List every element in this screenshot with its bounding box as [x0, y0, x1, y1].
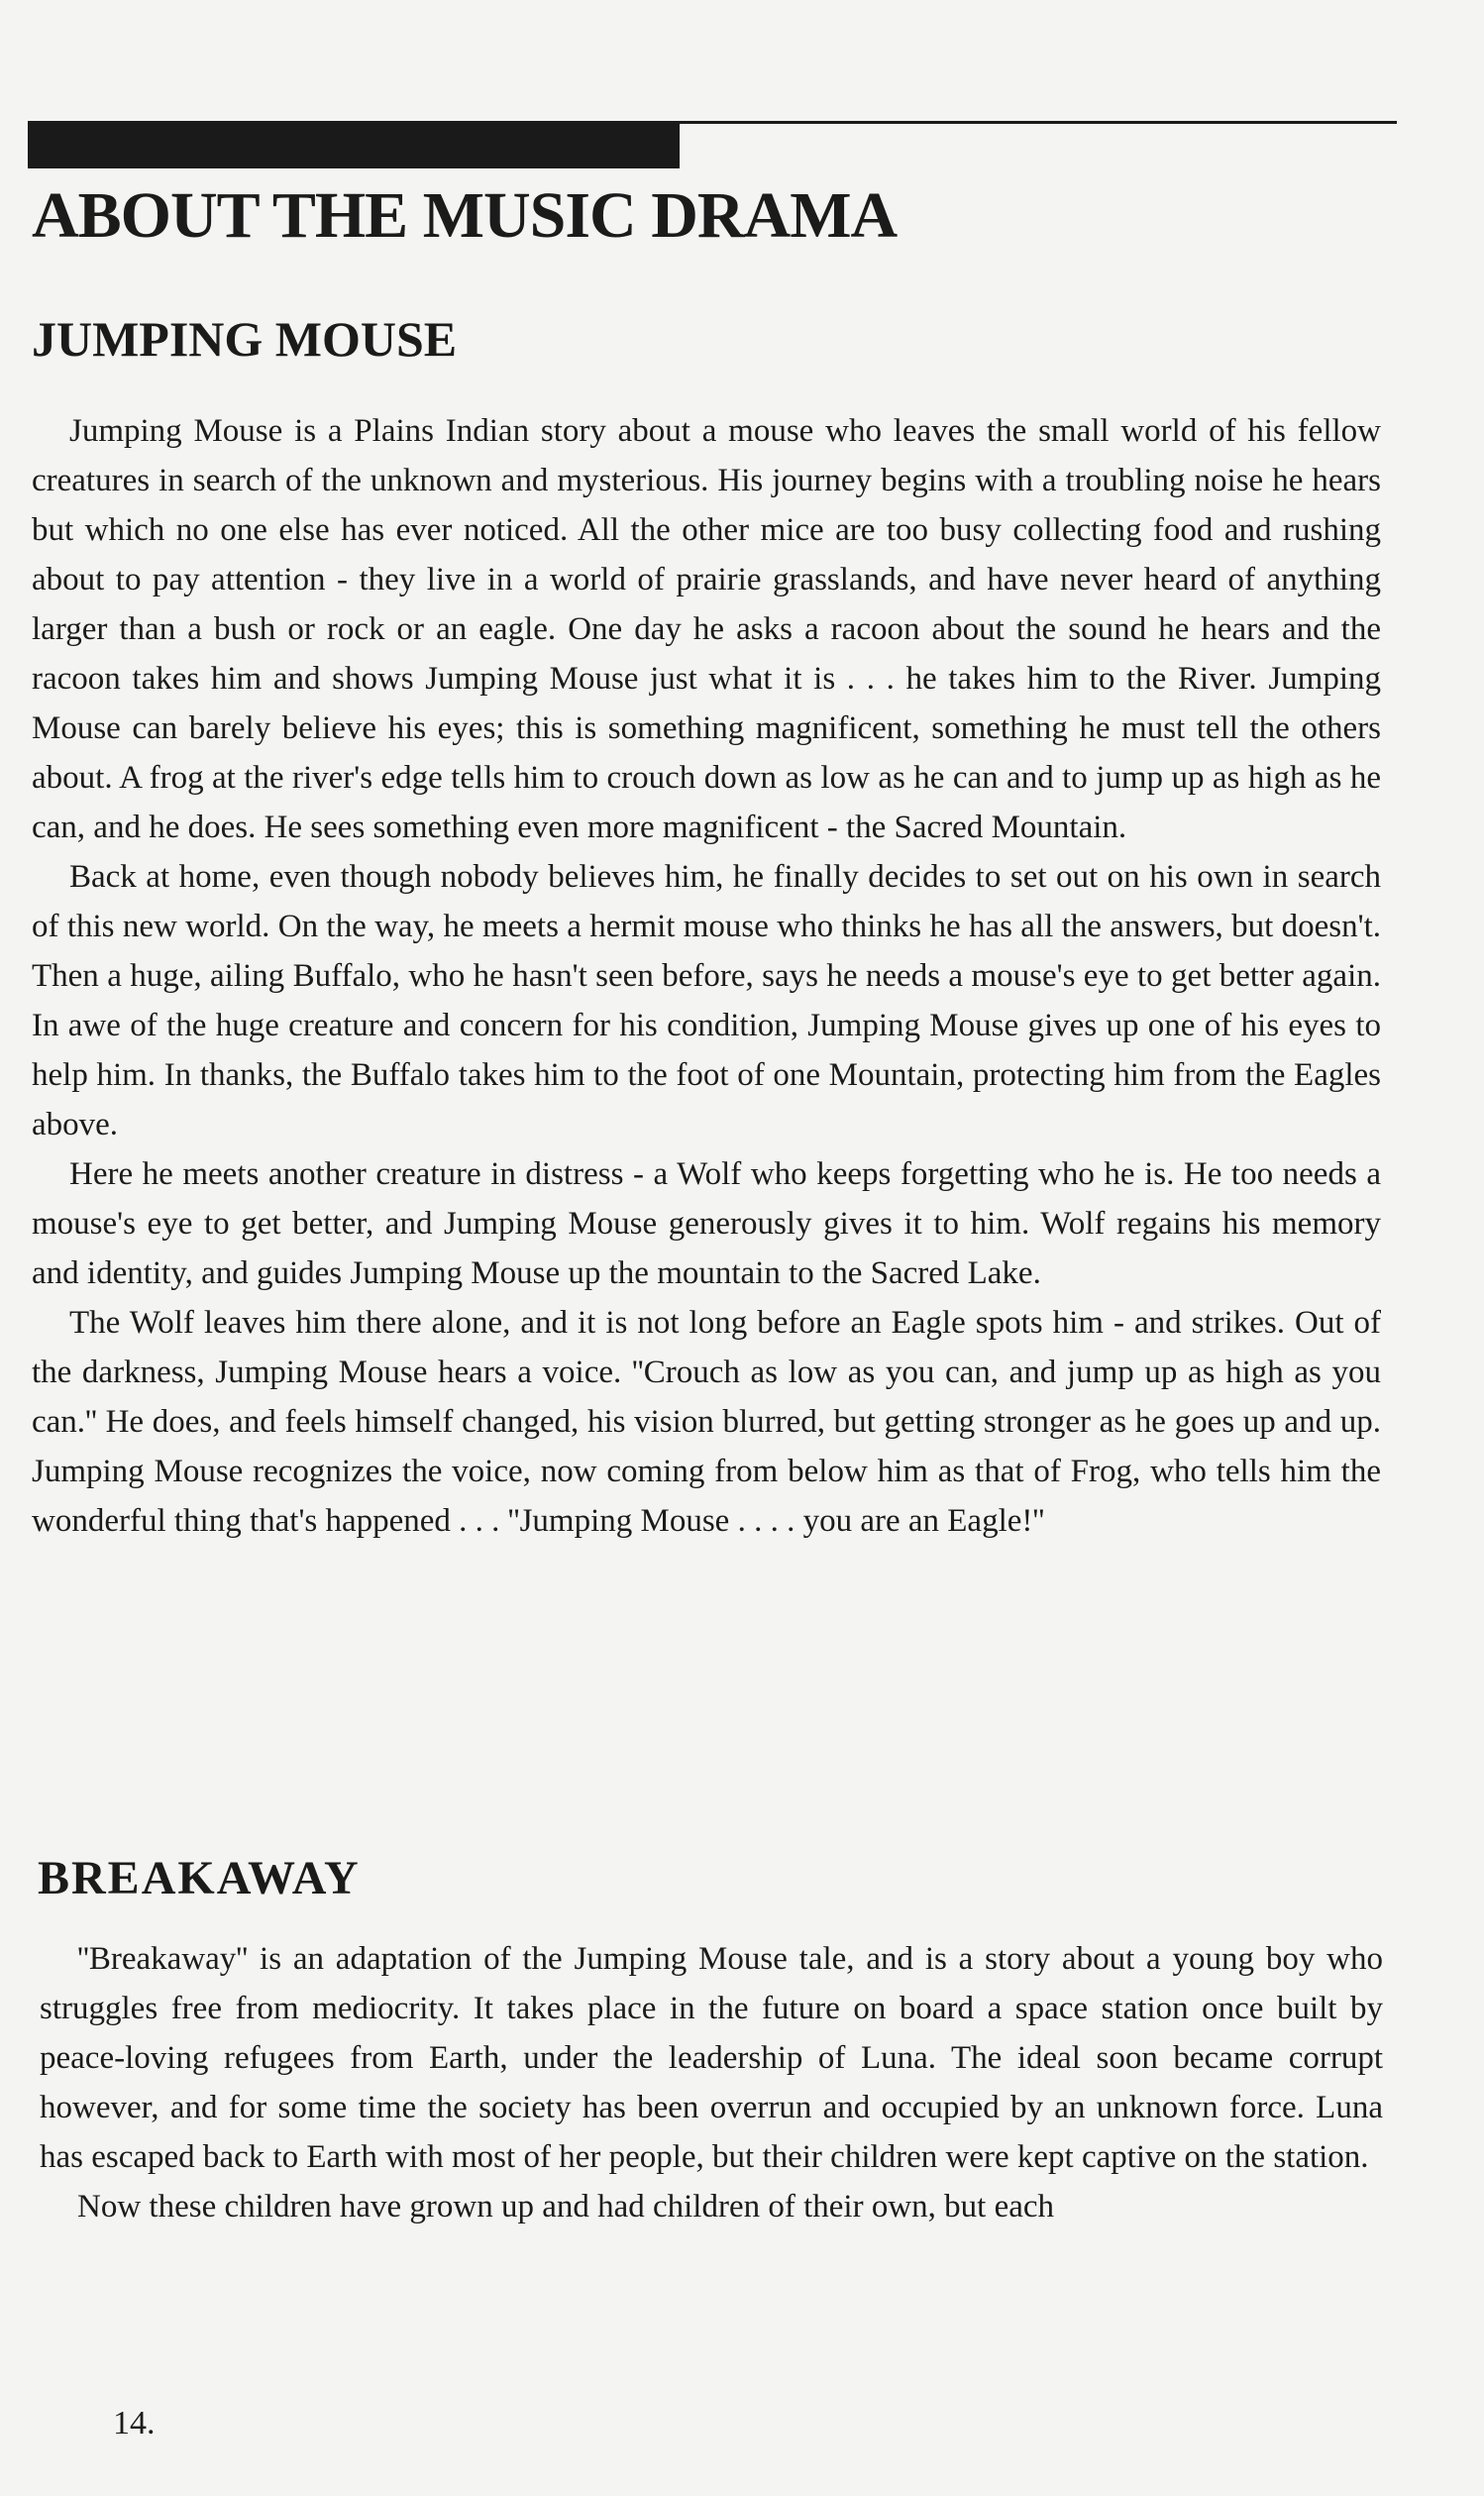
paragraph: Back at home, even though nobody believes him, he finally decides to set out on his own in search of this new world. On the way, he meets a hermit mouse who thinks he has all the answers, but doesn't. Then a huge, ailing Buffalo, who he hasn't seen before, says he needs a mouse's eye to get better again. In awe of the huge creature and concern for his condition, Jumping Mouse gives up one of his eyes to help him. In thanks, the Buffalo takes him to the foot of one Mountain, protecting him from the Eagles above. — [32, 859, 1381, 1142]
section-body-jumping-mouse — [32, 406, 1381, 1546]
paragraph: ''Breakaway'' is an adaptation of the Jumping Mouse tale, and is a story about a young boy who struggles free from mediocrity. It takes place in the future on board a space station once built by peace-loving refugees from Earth, under the leadership of Luna. The ideal soon became corrupt however, and for some time the society has been overrun and occupied by an unknown force. Luna has escaped back to Earth with most of her people, but their children were kept captive on the station. — [40, 1941, 1383, 2175]
section-heading-breakaway: BREAKAWAY — [38, 1852, 361, 1904]
page-number: 14. — [113, 2405, 156, 2442]
section-body-breakaway — [40, 1934, 1383, 2231]
paragraph: Now these children have grown up and had children of their own, but each — [77, 2189, 1055, 2225]
header-rule-bar — [28, 123, 680, 168]
paragraph: Here he meets another creature in distress - a Wolf who keeps forgetting who he is. He too needs a mouse's eye to get better, and Jumping Mouse generously gives it to him. Wolf regains his memory and identity, and guides Jumping Mouse up the mountain to the Sacred Lake. — [32, 1156, 1381, 1291]
paragraph: Jumping Mouse is a Plains Indian story about a mouse who leaves the small world of his fellow creatures in search of the unknown and mysterious. His journey begins with a troubling noise he hears but which no one else has ever noticed. All the other mice are too busy collecting food and rushing about to pay attention - they live in a world of prairie grasslands, and have never heard of anything larger than a bush or rock or an eagle. One day he asks a racoon about the sound he hears and the racoon takes him and shows Jumping Mouse just what it is . . . he takes him to the River. Jumping Mouse can barely believe his eyes; this is something magnificent, something he must tell the others about. A frog at the river's edge tells him to crouch down as low as he can and to jump up as high as he can, and he does. He sees something even more magnificent - the Sacred Mountain. — [32, 413, 1381, 845]
page-title: ABOUT THE MUSIC DRAMA — [32, 179, 898, 252]
paragraph: The Wolf leaves him there alone, and it is not long before an Eagle spots him - and strikes. Out of the darkness, Jumping Mouse hears a voice. ''Crouch as low as you can, and jump up as high as you can.'' He does, and feels himself changed, his vision blurred, but getting stronger as he goes up and up. Jumping Mouse recognizes the voice, now coming from below him as that of Frog, who tells him the wonderful thing that's happened . . . ''Jumping Mouse . . . . you are an Eagle!'' — [32, 1305, 1381, 1539]
section-heading-jumping-mouse: JUMPING MOUSE — [32, 311, 458, 367]
